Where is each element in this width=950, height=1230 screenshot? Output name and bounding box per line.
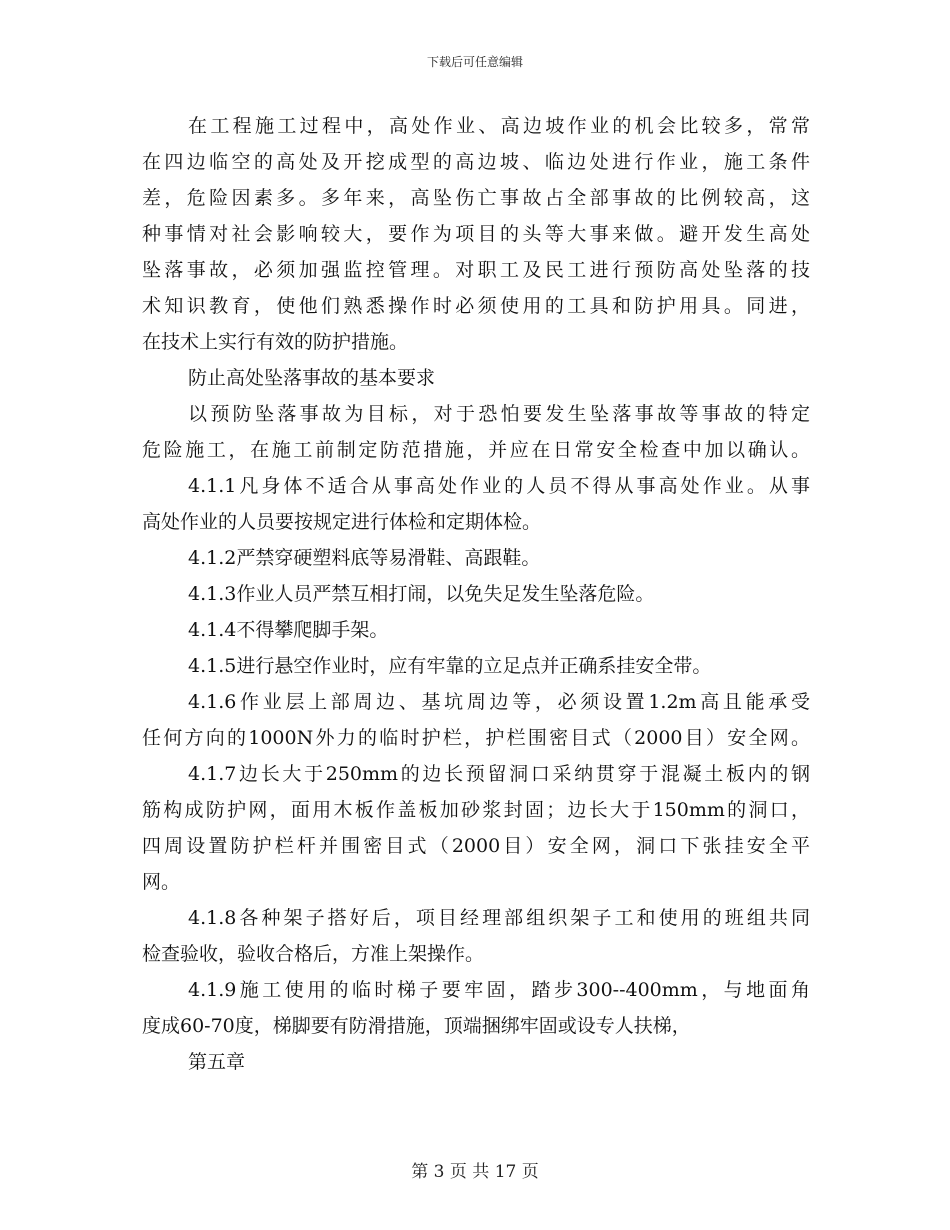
text-line: 种事情对社会影响较大，要作为项目的头等大事来做。避开发生高处: [142, 223, 810, 245]
text-line: 在技术上实行有效的防护措施。: [142, 331, 409, 353]
text-line: 4.1.7边长大于250mm的边长预留洞口采纳贯穿于混凝土板内的钢: [188, 763, 810, 785]
text-line: 差，危险因素多。多年来，高坠伤亡事故占全部事故的比例较高，这: [142, 187, 810, 209]
text-line: 在工程施工过程中，高处作业、高边坡作业的机会比较多，常常: [188, 115, 810, 137]
text-line: 第五章: [188, 1051, 246, 1073]
text-line: 4.1.8各种架子搭好后，项目经理部组织架子工和使用的班组共同: [188, 907, 810, 929]
text-line: 任何方向的1000N外力的临时护栏，护栏围密目式（2000目）安全网。: [142, 727, 810, 749]
text-line: 度成60-70度，梯脚要有防滑措施，顶端捆绑牢固或设专人扶梯，: [142, 1015, 691, 1037]
text-line: 4.1.5进行悬空作业时，应有牢靠的立足点并正确系挂安全带。: [188, 655, 712, 677]
text-line: 坠落事故，必须加强监控管理。对职工及民工进行预防高处坠落的技: [142, 259, 810, 281]
text-line: 高处作业的人员要按规定进行体检和定期体检。: [142, 511, 542, 533]
text-line: 四周设置防护栏杆并围密目式（2000目）安全网，洞口下张挂安全平: [142, 835, 810, 857]
text-line: 4.1.1凡身体不适合从事高处作业的人员不得从事高处作业。从事: [188, 475, 810, 497]
document-body: [142, 108, 810, 1080]
page-footer: 第 3 页 共 17 页: [411, 1162, 539, 1182]
text-line: 术知识教育，使他们熟悉操作时必须使用的工具和防护用具。同进，: [142, 295, 810, 317]
text-line: 4.1.2严禁穿硬塑料底等易滑鞋、高跟鞋。: [188, 547, 541, 569]
text-line: 在四边临空的高处及开挖成型的高边坡、临边处进行作业，施工条件: [142, 151, 810, 173]
text-line: 4.1.4不得攀爬脚手架。: [188, 619, 389, 641]
text-line: 网。: [142, 871, 181, 893]
text-line: 检查验收，验收合格后，方准上架操作。: [142, 943, 485, 965]
page-header: 下载后可任意编辑: [426, 55, 523, 69]
text-line: 4.1.3作业人员严禁互相打闹，以免失足发生坠落危险。: [188, 583, 655, 605]
text-line: 筋构成防护网，面用木板作盖板加砂浆封固；边长大于150mm的洞口，: [142, 799, 810, 821]
text-line: 危险施工，在施工前制定防范措施，并应在日常安全检查中加以确认。: [142, 439, 810, 461]
text-line: 防止高处坠落事故的基本要求: [188, 367, 436, 389]
text-line: 4.1.6作业层上部周边、基坑周边等，必须设置1.2m高且能承受: [188, 691, 810, 713]
text-line: 以预防坠落事故为目标，对于恐怕要发生坠落事故等事故的特定: [188, 403, 810, 425]
text-line: 4.1.9施工使用的临时梯子要牢固，踏步300--400mm，与地面角: [188, 979, 810, 1001]
